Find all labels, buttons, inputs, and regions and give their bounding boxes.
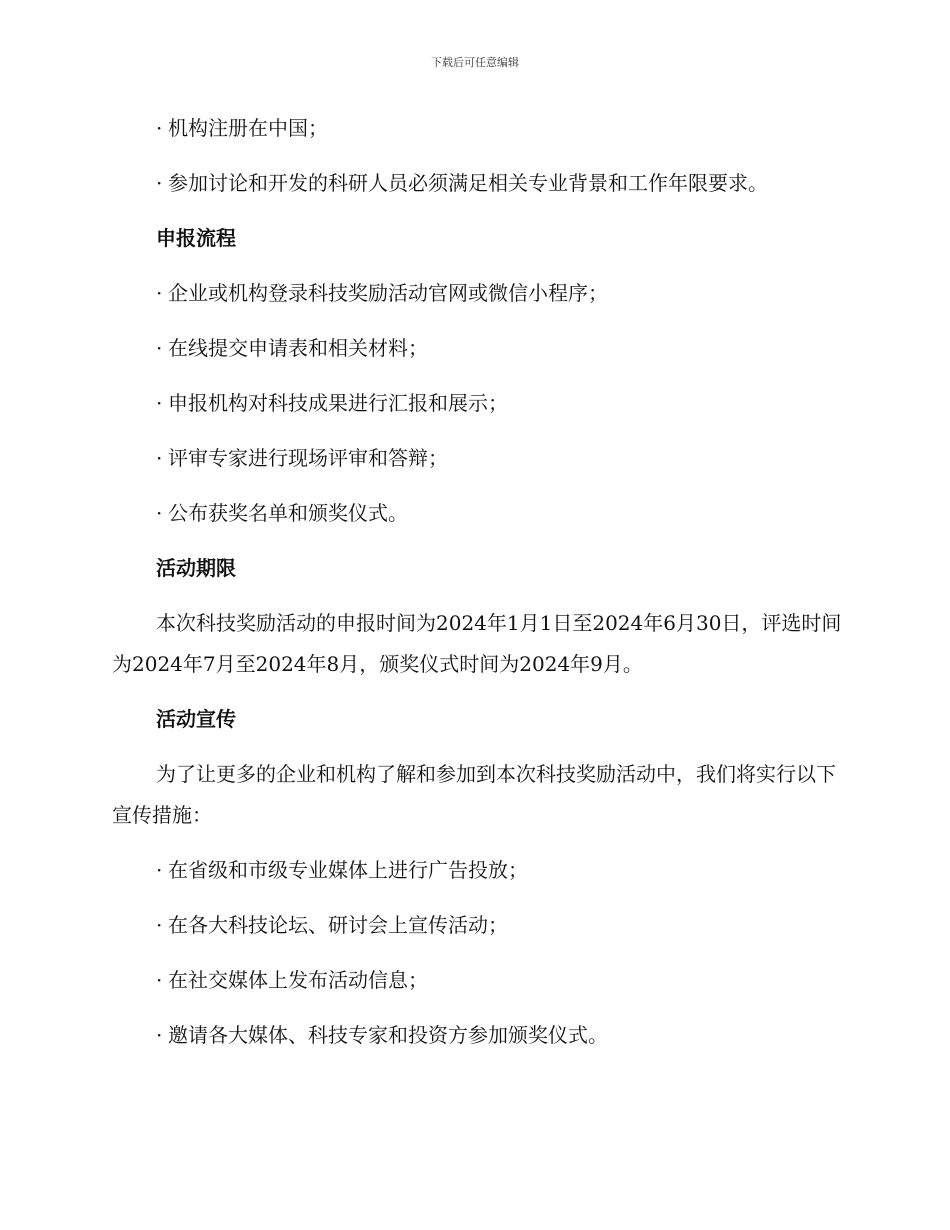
list-item [112,383,842,424]
list-item-text: 企业或机构登录科技奖励活动官网或微信小程序； [168,281,608,305]
list-item [112,273,842,314]
list-item-text: 参加讨论和开发的科研人员必须满足相关专业背景和工作年限要求。 [168,171,768,195]
list-item [112,328,842,369]
list-item [112,1015,842,1056]
list-item-text: 公布获奖名单和颁奖仪式。 [168,501,408,525]
list-item [112,108,842,149]
document-body [112,108,842,1070]
list-item [112,960,842,1001]
list-item [112,438,842,479]
bullet-icon: · [156,391,163,415]
bullet-icon: · [156,171,163,195]
list-item-text: 在线提交申请表和相关材料； [168,336,428,360]
section-heading-application-process: 申报流程 [156,226,236,250]
list-item-text: 机构注册在中国； [168,116,328,140]
list-item [112,850,842,891]
list-item [112,163,842,204]
list-item-text: 申报机构对科技成果进行汇报和展示； [168,391,508,415]
section-heading-activity-promotion: 活动宣传 [156,707,236,731]
list-item-text: 在各大科技论坛、研讨会上宣传活动； [168,913,508,937]
bullet-icon: · [156,336,163,360]
bullet-icon: · [156,116,163,140]
section-heading-activity-period: 活动期限 [156,556,236,580]
list-item [112,493,842,534]
list-item-text: 评审专家进行现场评审和答辩； [168,446,448,470]
list-item-text: 邀请各大媒体、科技专家和投资方参加颁奖仪式。 [168,1023,608,1047]
paragraph-activity-promotion: 为了让更多的企业和机构了解和参加到本次科技奖励活动中，我们将实行以下宣传措施： [112,762,836,827]
bullet-icon: · [156,968,163,992]
list-item-text: 在社交媒体上发布活动信息； [168,968,428,992]
bullet-icon: · [156,281,163,305]
bullet-icon: · [156,1023,163,1047]
bullet-icon: · [156,913,163,937]
list-item-text: 在省级和市级专业媒体上进行广告投放； [168,858,528,882]
page-header-note: 下载后可任意编辑 [431,56,519,69]
bullet-icon: · [156,858,163,882]
bullet-icon: · [156,446,163,470]
list-item [112,905,842,946]
bullet-icon: · [156,501,163,525]
paragraph-activity-period: 本次科技奖励活动的申报时间为2024年1月1日至2024年6月30日，评选时间为2024年7月至2024年8月，颁奖仪式时间为2024年9月。 [112,611,842,676]
